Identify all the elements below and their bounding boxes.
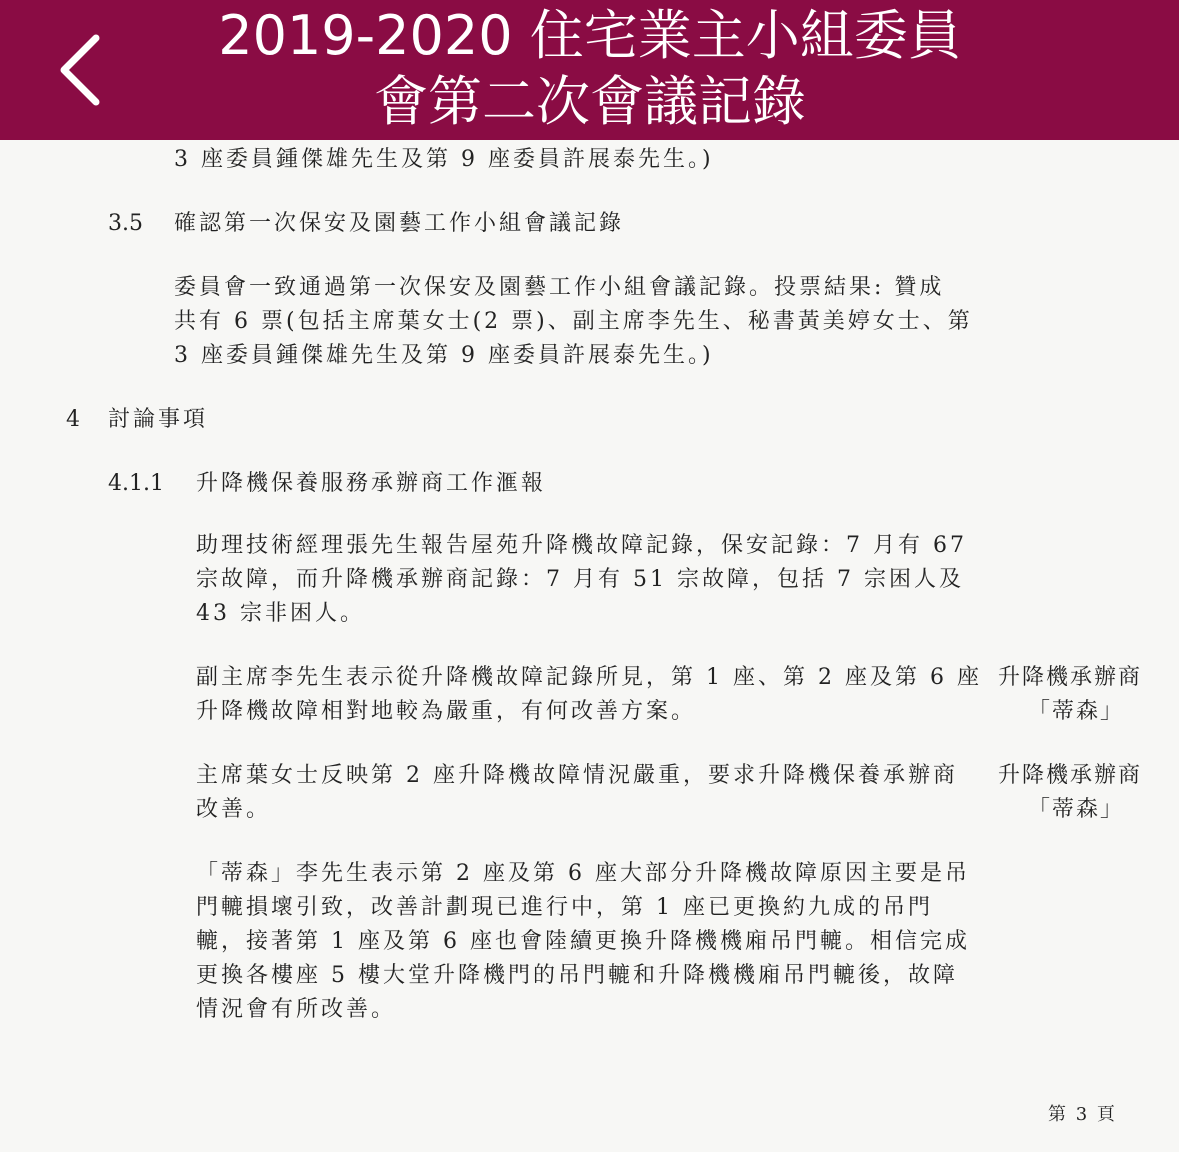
back-button[interactable]: [40, 22, 120, 118]
action-party: 「蒂森」: [1028, 699, 1125, 724]
action-party: 升降機承辦商: [998, 665, 1143, 690]
action-party: 「蒂森」: [1028, 797, 1125, 822]
section-3-5-number: 3.5: [108, 211, 143, 236]
section-3-5-line: 共有 6 票(包括主席葉女士(2 票)、副主席李先生、秘書黃美婷女士、第: [174, 309, 973, 334]
section-4-1-1-number: 4.1.1: [108, 471, 164, 496]
page-title-line1: 2019-2020 住宅業主小組委員: [218, 4, 962, 67]
paragraph-line: 主席葉女士反映第 2 座升降機故障情況嚴重，要求升降機保養承辦商: [196, 763, 958, 788]
section-3-5-line: 3 座委員鍾傑雄先生及第 9 座委員許展泰先生。): [174, 343, 714, 368]
section-3-5-line: 委員會一致通過第一次保安及園藝工作小組會議記錄。投票結果: 贊成: [174, 275, 945, 300]
paragraph-line: 宗故障，而升降機承辦商記錄：7 月有 51 宗故障，包括 7 宗困人及: [196, 567, 964, 592]
paragraph-line: 43 宗非困人。: [196, 601, 365, 626]
paragraph-line: 助理技術經理張先生報告屋苑升降機故障記錄，保安記錄：7 月有 67: [196, 533, 967, 558]
title-bar: [0, 0, 1179, 140]
page-title-line2: 會第二次會議記錄: [374, 70, 806, 133]
paragraph-line: 「蒂森」李先生表示第 2 座及第 6 座大部分升降機故障原因主要是吊: [196, 861, 970, 886]
section-4-number: 4: [66, 407, 80, 432]
action-party: 升降機承辦商: [998, 763, 1143, 788]
section-4-heading: 討論事項: [108, 407, 209, 432]
paragraph-line: 轆，接著第 1 座及第 6 座也會陸續更換升降機機廂吊門轆。相信完成: [196, 929, 970, 954]
chevron-left-icon: [40, 22, 120, 118]
paragraph-line: 情況會有所改善。: [196, 997, 397, 1022]
paragraph-line: 更換各樓座 5 樓大堂升降機門的吊門轆和升降機機廂吊門轆後，故障: [196, 963, 958, 988]
paragraph-line: 副主席李先生表示從升降機故障記錄所見，第 1 座、第 2 座及第 6 座: [196, 665, 982, 690]
paragraph-line: 改善。: [196, 797, 272, 822]
document-page: [0, 140, 1179, 1152]
page-number: 第 3 頁: [1048, 1104, 1117, 1125]
paragraph-line: 升降機故障相對地較為嚴重，有何改善方案。: [196, 699, 697, 724]
section-4-1-1-heading: 升降機保養服務承辦商工作滙報: [196, 471, 547, 496]
paragraph-line: 門轆損壞引致，改善計劃現已進行中，第 1 座已更換約九成的吊門: [196, 895, 933, 920]
section-3-5-heading: 確認第一次保安及園藝工作小組會議記錄: [174, 211, 625, 236]
continuation-line: 3 座委員鍾傑雄先生及第 9 座委員許展泰先生。): [174, 147, 714, 172]
